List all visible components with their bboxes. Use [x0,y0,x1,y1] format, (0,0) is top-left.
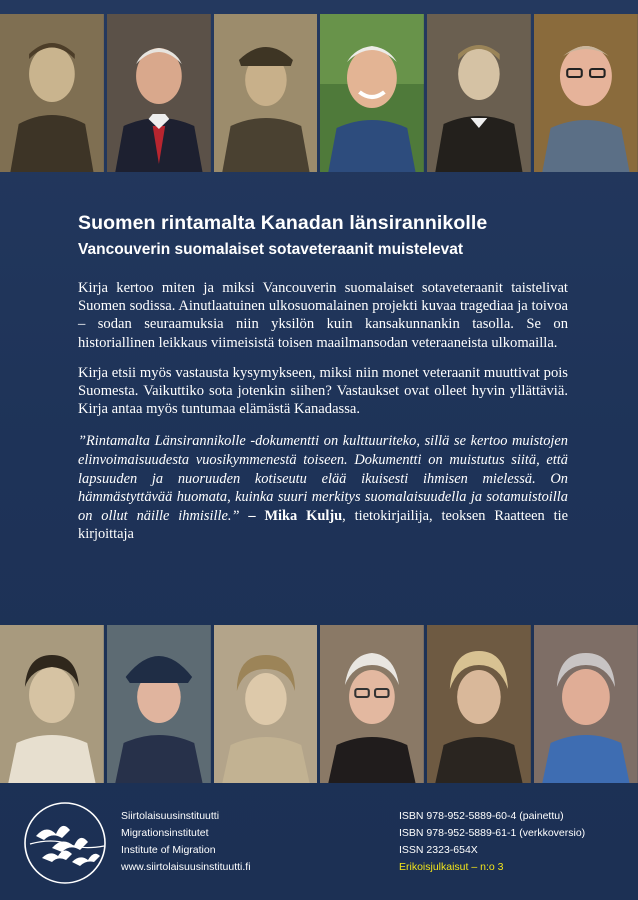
veteran-photo-4 [320,14,424,172]
publisher-footer [0,790,638,900]
veteran-photo-5 [427,14,531,172]
book-subtitle: Vancouverin suomalaiset sotaveteraanit muistelevat [78,241,464,258]
quote-author-description: , tietokirjailija, teoksen Raatteen tie kirjoittaja [78,507,568,543]
book-title: Suomen rintamalta Kanadan länsirannikolle [78,212,488,234]
veteran-photo-2 [107,14,211,172]
review-quote [78,432,568,544]
bottom-photo-strip [0,625,638,783]
veteran-photo-8 [107,625,211,783]
veteran-photo-1 [0,14,104,172]
isbn-print: ISBN 978-952-5889-60-4 (painettu) [399,810,564,822]
veteran-photo-9 [214,625,318,783]
veteran-photo-3 [214,14,318,172]
publisher-name-sv: Migrationsinstitutet [121,827,209,839]
publisher-name-en: Institute of Migration [121,844,216,856]
veteran-photo-7 [0,625,104,783]
quote-author: – Mika Kulju [239,507,343,524]
isbn-online: ISBN 978-952-5889-61-1 (verkkoversio) [399,827,586,839]
quote-text: ”Rintamalta Länsirannikolle -dokumentti on kulttuuriteko, sillä se kertoo muistojen elinvoimaisuudesta vuosikymmenestä toiseen. Dokumentti on muistutus siitä, että lapsuuden ja nuoruuden kotiseutu elää ikuisesti ihmisen mielessä. On hämmästyttävää huomata, kuinka suuri merkitys suomalaisuudella ja sotamuistoilla on ollut näille ihmisille.” [78,433,568,524]
veteran-photo-12 [534,625,638,783]
migrating-birds-logo-icon [22,800,108,886]
description-block [78,212,568,544]
identifiers-block [399,808,585,876]
veteran-photo-11 [427,625,531,783]
description-paragraph-2: Kirja etsii myös vastausta kysymykseen, miksi niin monet veteraanit muuttivat pois Suomesta. Vaikuttiko sota jotenkin siihen? Vastaukset ovat olleet hyvin yllättäviä. Kirja antaa myös tuntumaa elämästä Kanadassa. [78,364,568,418]
issn: ISSN 2323-654X [399,844,478,856]
veteran-photo-6 [534,14,638,172]
series-label: Erikoisjulkaisut – n:o 3 [399,861,504,873]
publisher-website: www.siirtolaisuusinstituutti.fi [121,861,251,873]
description-paragraph-1: Kirja kertoo miten ja miksi Vancouverin suomalaiset sotaveteraanit taistelivat Suomen sodissa. Ainutlaatuinen ulkosuomalainen projekti kuvaa tragediaa ja toivoa – sodan seuraamuksia niin yksilön kuin kansakunnankin tasolla. Se on historiallinen leikkaus viimeisistä toisen maailmansodan veteraaneista ulkomailla. [78,280,568,351]
publisher-info [121,808,251,876]
publisher-name-fi: Siirtolaisuusinstituutti [121,810,220,822]
top-photo-strip [0,14,638,172]
veteran-photo-10 [320,625,424,783]
